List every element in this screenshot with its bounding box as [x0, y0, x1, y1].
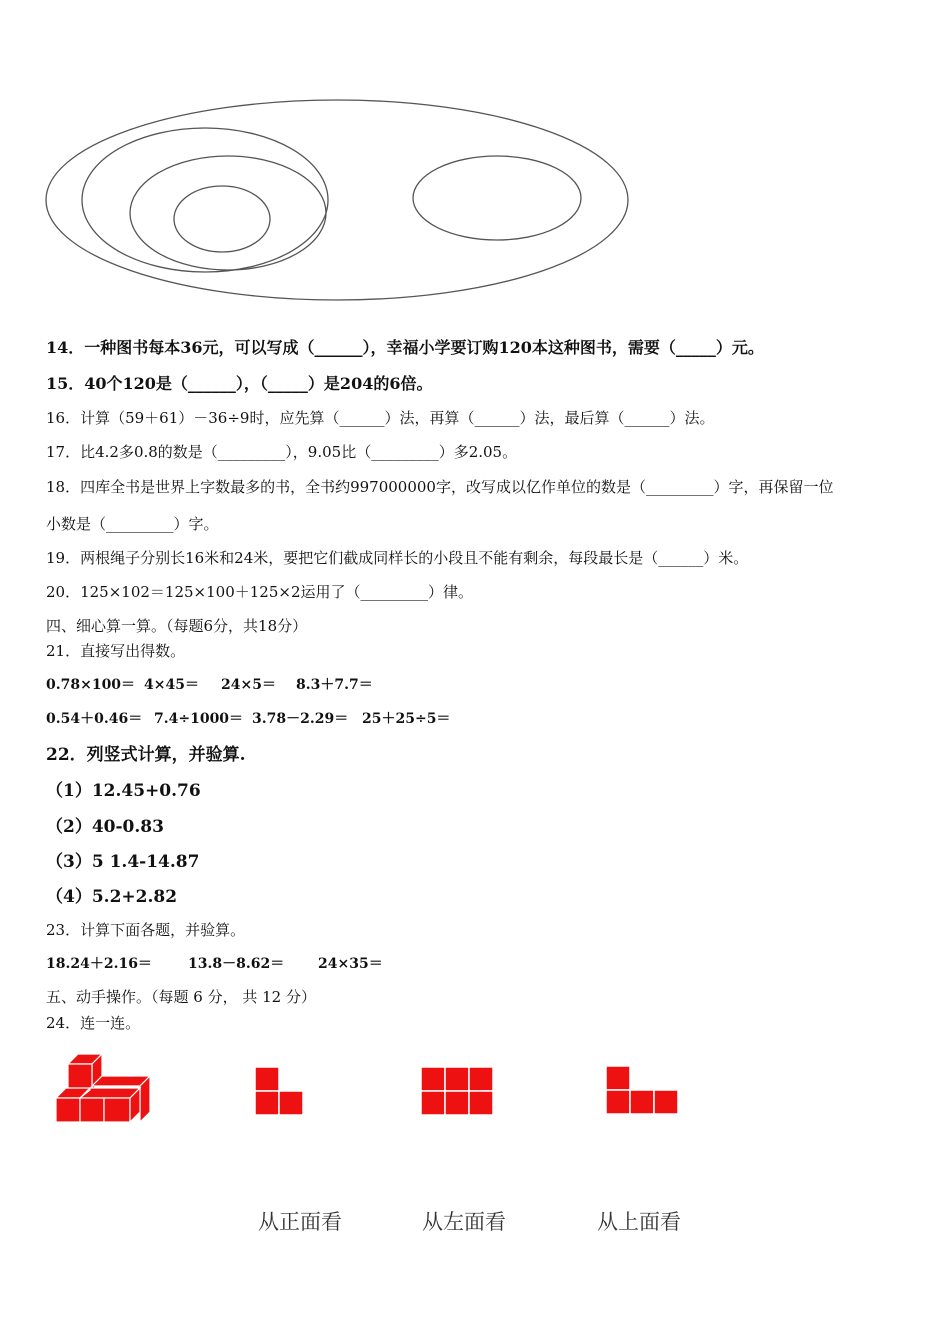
right-ellipse [413, 156, 581, 240]
question-16: 16．计算（59＋61）－36÷9时，应先算（______）法，再算（______）法，最后算（______）法。 [46, 409, 715, 427]
question-22: 22．列竖式计算，并验算. [46, 745, 246, 765]
calc-item: 0.78×100＝ [46, 677, 136, 693]
calc-item: 24×5＝ [221, 677, 276, 693]
calc-item: 0.54＋0.46＝ [46, 711, 143, 727]
cube-3d-figure [50, 1050, 155, 1130]
question-18-line2: 小数是（_________）字。 [46, 515, 219, 533]
calc-item: 18.24＋2.16＝ [46, 956, 152, 972]
outer-ellipse [46, 100, 628, 300]
calc-row-1 [46, 674, 373, 694]
calc-item: 8.3＋7.7＝ [296, 677, 373, 693]
calc-item: 3.78－2.29＝ [252, 711, 349, 727]
question-24: 24．连一连。 [46, 1014, 141, 1032]
section-5-title: 五、动手操作。（每题 6 分， 共 12 分） [46, 988, 316, 1006]
question-20: 20．125×102＝125×100＋125×2运用了（_________）律。 [46, 583, 473, 601]
label-top-view: 从上面看 [597, 1210, 681, 1234]
label-front-view: 从正面看 [258, 1210, 342, 1234]
question-14: 14．一种图书每本36元，可以写成（______），幸福小学要订购120本这种图书，需要（_____）元。 [46, 338, 764, 357]
section-4-title: 四、细心算一算。（每题6分，共18分） [46, 617, 308, 635]
question-15: 15．40个120是（______），（_____）是204的6倍。 [46, 374, 433, 393]
calc-item: 13.8－8.62＝ [188, 956, 285, 972]
question-22-item-3: （3）5 1.4-14.87 [46, 852, 200, 872]
calc-row-3 [46, 953, 383, 973]
question-22-item-4: （4）5.2+2.82 [46, 887, 178, 907]
calc-item: 7.4÷1000＝ [154, 711, 244, 727]
question-19: 19．两根绳子分别长16米和24米，要把它们截成同样长的小段且不能有剩余，每段最长是（______）米。 [46, 549, 749, 567]
nested-ellipse-diagram [40, 95, 640, 310]
calc-row-2 [46, 708, 450, 728]
inner-ellipse [174, 186, 270, 252]
question-22-item-2: （2）40-0.83 [46, 817, 164, 837]
question-22-item-1: （1）12.45+0.76 [46, 781, 201, 801]
question-18-line1: 18．四库全书是世界上字数最多的书，全书约997000000字，改写成以亿作单位的数是（_________）字，再保留一位 [46, 478, 834, 496]
view-shape-long-l [605, 1065, 681, 1115]
label-left-view: 从左面看 [422, 1210, 506, 1234]
question-21: 21．直接写出得数。 [46, 642, 186, 660]
view-shape-l [254, 1066, 306, 1118]
calc-item: 25＋25÷5＝ [362, 711, 451, 727]
calc-item: 24×35＝ [318, 956, 383, 972]
question-23: 23．计算下面各题，并验算。 [46, 921, 246, 939]
calc-item: 4×45＝ [144, 677, 199, 693]
question-17: 17．比4.2多0.8的数是（_________），9.05比（_________）多2.05。 [46, 443, 518, 461]
view-shape-grid [420, 1066, 494, 1116]
third-ellipse [130, 156, 326, 270]
